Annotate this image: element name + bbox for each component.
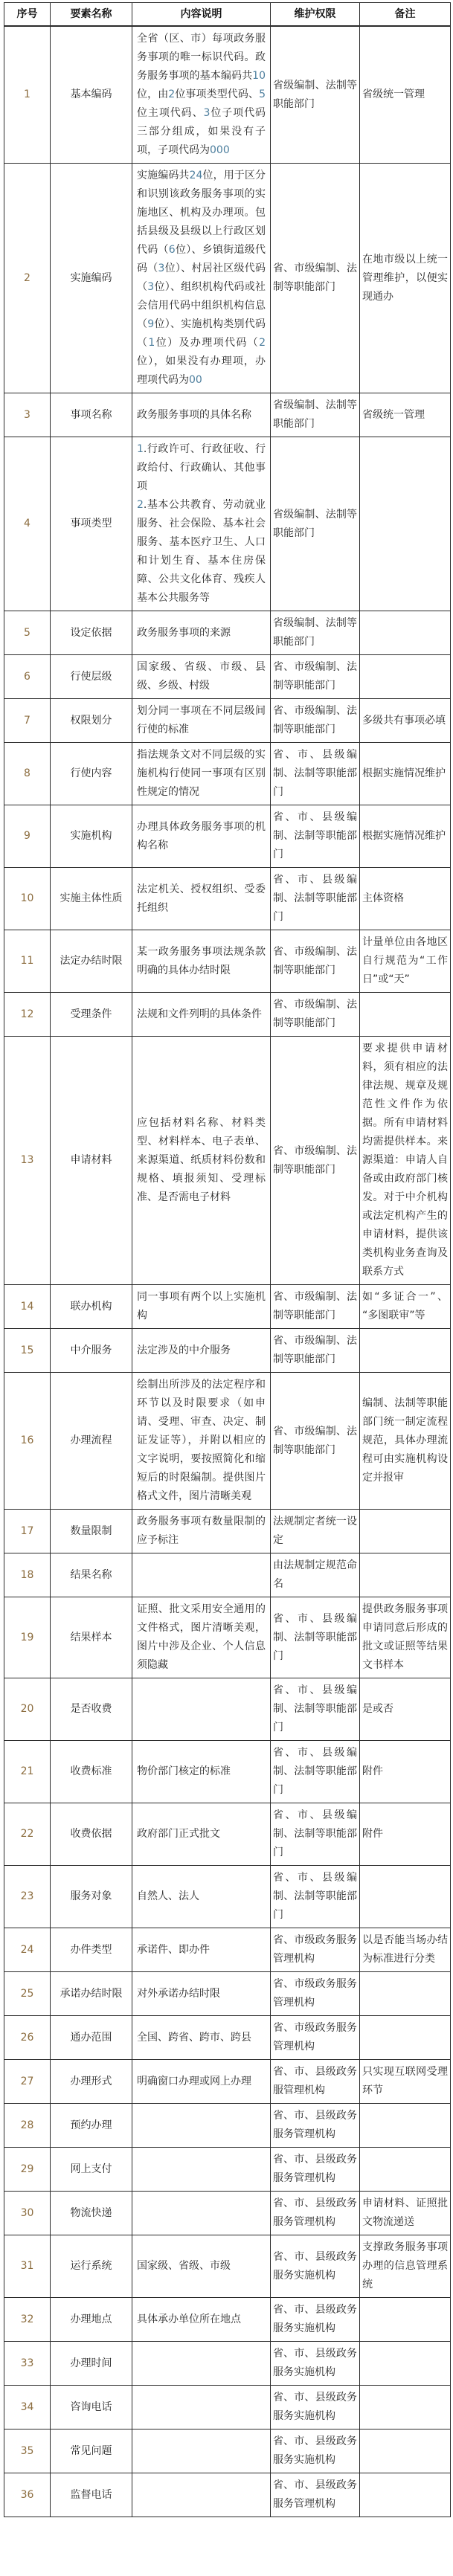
inline-number: 14	[20, 1300, 34, 1313]
remark: 省级统一管理	[360, 393, 451, 437]
remark: 计量单位由各地区自行规范为“工作日”或“天”	[360, 930, 451, 993]
inline-number: 4	[24, 518, 30, 529]
remark: 是或否	[360, 1678, 451, 1741]
maintenance-authority: 省、市级编制、法制等职能部门	[271, 1037, 360, 1285]
maintenance-authority: 省、市级编制、法制等职能部门	[271, 655, 360, 699]
row-serial	[4, 699, 51, 743]
content-description: 绘制出所涉及的法定程序和环节以及时限要求（如申请、受理、审查、决定、制证发证等），并附以相应的文字说明，要按照简化和缩短后的时限编制。提供图片格式文件，图片清晰美观	[132, 1373, 271, 1510]
content-description: 承诺件、即办件	[132, 1928, 271, 1972]
remark	[360, 2298, 451, 2342]
content-description: 对外承诺办结时限	[132, 1972, 271, 2016]
inline-number: 2	[168, 88, 176, 100]
content-description: 物价部门核定的标准	[132, 1741, 271, 1803]
row-serial	[4, 2342, 51, 2386]
element-name: 权限划分	[51, 699, 132, 743]
remark	[360, 1553, 451, 1597]
maintenance-authority: 省、市、县级编制、法制等职能部门	[271, 1866, 360, 1928]
table-row	[4, 393, 451, 437]
table-row	[4, 743, 451, 805]
maintenance-authority: 省、市、县级编制、法制等职能部门	[271, 1741, 360, 1803]
element-name: 服务对象	[51, 1866, 132, 1928]
row-serial	[4, 2192, 51, 2235]
content-description: 政务服务事项的来源	[132, 611, 271, 655]
content-description: 证照、批文采用安全通用的文件格式，图片清晰美观，图片中涉及企业、个人信息须隐藏	[132, 1597, 271, 1678]
remark: 根据实施情况维护	[360, 805, 451, 868]
maintenance-authority: 省、市、县级编制、法制等职能部门	[271, 743, 360, 805]
element-name: 实施编码	[51, 164, 132, 393]
element-name: 事项名称	[51, 393, 132, 437]
content-description: 实施编码共24位，用于区分和识别该政务服务事项的实施地区、机构及办理项。包括县级及县级以上行政区划代码（6位）、乡镇街道级代码（3位）、村居社区级代码（3位）、组织机构代码或社会信用代码中组织机构信息（9位）、实施机构类别代码（1位）及办理项代码（2位），如果没有办理项，办理项代码为00	[132, 164, 271, 393]
table-row	[4, 437, 451, 611]
inline-number: 2	[259, 337, 266, 349]
remark	[360, 2342, 451, 2386]
element-name: 收费标准	[51, 1741, 132, 1803]
inline-number: 5	[24, 626, 30, 639]
remark	[360, 2104, 451, 2148]
remark	[360, 1866, 451, 1928]
remark: 根据实施情况维护	[360, 743, 451, 805]
inline-number: 5	[259, 88, 266, 100]
inline-number: 1	[137, 443, 144, 455]
content-description: 指法规条文对不同层级的实施机构行使同一事项有区别性规定的情况	[132, 743, 271, 805]
maintenance-authority: 省、市级编制、法制等职能部门	[271, 1373, 360, 1510]
element-name: 监督电话	[51, 2473, 132, 2517]
inline-number: 27	[20, 2075, 34, 2087]
content-description: 国家级、省级、市级、县级、乡级、村级	[132, 655, 271, 699]
element-name: 办理时间	[51, 2342, 132, 2386]
remark: 提供政务服务事项申请同意后形成的批文或证照等结果文书样本	[360, 1597, 451, 1678]
maintenance-authority: 省、市级编制、法制等职能部门	[271, 699, 360, 743]
inline-number: 35	[20, 2444, 34, 2457]
table-row	[4, 2235, 451, 2298]
content-description	[132, 1678, 271, 1741]
maintenance-authority: 省、市、县级政务服管理机构	[271, 2060, 360, 2104]
inline-number: 36	[20, 2488, 34, 2501]
maintenance-authority: 省、市、县级政务服务实施机构	[271, 2298, 360, 2342]
content-description: 法定涉及的中介服务	[132, 1329, 271, 1373]
inline-number: 6	[168, 244, 176, 256]
element-name: 行使内容	[51, 743, 132, 805]
column-header-description: 内容说明	[132, 3, 271, 27]
content-description	[132, 2192, 271, 2235]
element-name: 事项类型	[51, 437, 132, 611]
row-serial	[4, 655, 51, 699]
inline-number: 24	[189, 170, 203, 181]
element-name: 法定办结时限	[51, 930, 132, 993]
row-serial	[4, 1972, 51, 2016]
content-description: 自然人、法人	[132, 1866, 271, 1928]
inline-number: 3	[24, 408, 30, 421]
inline-number: 26	[20, 2031, 34, 2044]
row-serial	[4, 993, 51, 1037]
inline-number: 000	[210, 144, 230, 156]
remark: 附件	[360, 1803, 451, 1866]
element-name: 申请材料	[51, 1037, 132, 1285]
maintenance-authority: 省、市、县级政务服务管理机构	[271, 2104, 360, 2148]
inline-number: 3	[158, 263, 165, 274]
inline-number: 10	[252, 70, 266, 82]
table-row	[4, 1928, 451, 1972]
element-name: 实施主体性质	[51, 868, 132, 930]
content-description: 国家级、省级、市级	[132, 2235, 271, 2298]
table-row	[4, 2473, 451, 2517]
inline-number: 28	[20, 2119, 34, 2131]
inline-number: 21	[20, 1765, 34, 1777]
inline-number: 33	[20, 2357, 34, 2369]
inline-number: 9	[147, 318, 155, 330]
content-description: 1.行政许可、行政征收、行政给付、行政确认、其他事项 2.基本公共教育、劳动就业服务、社会保险、基本社会服务、基本医疗卫生、人口和计划生育、基本住房保障、公共文化体育、残疾人基本公共服务等	[132, 437, 271, 611]
remark	[360, 1510, 451, 1553]
remark: 如“多证合一”、“多图联审”等	[360, 1285, 451, 1329]
content-description: 全省（区、市）每项政务服务事项的唯一标识代码。政务服务事项的基本编码共10位，由2位事项类型代码、5位主项代码、3位子项代码三部分组成，如果没有子项，子项代码为000	[132, 26, 271, 164]
content-description: 政务服务事项的具体名称	[132, 393, 271, 437]
element-name: 收费依据	[51, 1803, 132, 1866]
row-serial	[4, 743, 51, 805]
element-name: 结果名称	[51, 1553, 132, 1597]
content-description	[132, 2473, 271, 2517]
table-row	[4, 1972, 451, 2016]
remark	[360, 2473, 451, 2517]
element-name: 结果样本	[51, 1597, 132, 1678]
maintenance-authority: 省、市、县级政务服务实施机构	[271, 2235, 360, 2298]
table-row	[4, 2060, 451, 2104]
maintenance-authority: 省、市、县级政务服务管理机构	[271, 2473, 360, 2517]
table-row	[4, 1741, 451, 1803]
remark	[360, 993, 451, 1037]
table-row	[4, 2104, 451, 2148]
content-description	[132, 1553, 271, 1597]
element-name: 通办范围	[51, 2016, 132, 2060]
inline-number: 12	[20, 1008, 34, 1020]
content-description: 政务服务事项有数量限制的应予标注	[132, 1510, 271, 1553]
row-serial	[4, 2148, 51, 2192]
element-name: 联办机构	[51, 1285, 132, 1329]
content-description: 某一政务服务事项法规条款明确的具体办结时限	[132, 930, 271, 993]
remark	[360, 2148, 451, 2192]
element-name: 预约办理	[51, 2104, 132, 2148]
table-row	[4, 2016, 451, 2060]
inline-number: 2	[24, 271, 30, 284]
table-row	[4, 805, 451, 868]
maintenance-authority: 省、市级政务服务管理机构	[271, 1928, 360, 1972]
inline-number: 6	[24, 670, 30, 683]
maintenance-authority: 省、市级编制、法制等职能部门	[271, 993, 360, 1037]
maintenance-authority: 省、市级政务服务管理机构	[271, 2016, 360, 2060]
content-description: 法定机关、授权组织、受委托组织	[132, 868, 271, 930]
maintenance-authority: 省级编制、法制等职能部门	[271, 393, 360, 437]
maintenance-authority: 省、市、县级编制、法制等职能部门	[271, 805, 360, 868]
element-name: 办理流程	[51, 1373, 132, 1510]
row-serial	[4, 164, 51, 393]
element-name: 物流快递	[51, 2192, 132, 2235]
remark: 要求提供申请材料，须有相应的法律法规、规章及规范性文件作为依据。所有申请材料均需提供样本。来源渠道：申请人自备或由政府部门核发。对于中介机构或法定机构产生的申请材料，提供该类机构业务查询及联系方式	[360, 1037, 451, 1285]
maintenance-authority: 省、市、县级政务服务管理机构	[271, 2148, 360, 2192]
maintenance-authority: 省、市级编制、法制等职能部门	[271, 1285, 360, 1329]
element-name: 办件类型	[51, 1928, 132, 1972]
remark	[360, 1329, 451, 1373]
element-name: 承诺办结时限	[51, 1972, 132, 2016]
element-name: 中介服务	[51, 1329, 132, 1373]
column-header-element: 要素名称	[51, 3, 132, 27]
inline-number: 7	[24, 714, 30, 727]
row-serial	[4, 2386, 51, 2430]
element-name: 受理条件	[51, 993, 132, 1037]
content-description: 法规和文件列明的具体条件	[132, 993, 271, 1037]
inline-number: 8	[24, 767, 30, 779]
maintenance-authority: 省、市、县级政务服务管理机构	[271, 2192, 360, 2235]
table-row	[4, 1803, 451, 1866]
row-serial	[4, 2104, 51, 2148]
table-row	[4, 2342, 451, 2386]
service-elements-table	[4, 2, 451, 2517]
table-row	[4, 611, 451, 655]
inline-number: 11	[20, 955, 34, 967]
element-name: 运行系统	[51, 2235, 132, 2298]
inline-number: 1	[24, 88, 30, 100]
inline-number: 31	[20, 2260, 34, 2272]
remark	[360, 2386, 451, 2430]
inline-number: 24	[20, 1943, 34, 1956]
inline-number: 9	[24, 830, 30, 842]
content-description	[132, 2430, 271, 2473]
row-serial	[4, 1373, 51, 1510]
maintenance-authority: 省、市级编制、法制等职能部门	[271, 164, 360, 393]
table-row	[4, 1553, 451, 1597]
inline-number: 17	[20, 1524, 34, 1537]
inline-number: 13	[20, 1154, 34, 1166]
table-row	[4, 2430, 451, 2473]
maintenance-authority: 省、市级政务服务管理机构	[271, 1972, 360, 2016]
inline-number: 10	[20, 892, 34, 904]
element-name: 设定依据	[51, 611, 132, 655]
inline-number: 23	[20, 1890, 34, 1902]
remark: 只实现互联网受理环节	[360, 2060, 451, 2104]
maintenance-authority: 省、市、县级政务服务实施机构	[271, 2430, 360, 2473]
remark	[360, 2016, 451, 2060]
inline-number: 18	[20, 1568, 34, 1581]
row-serial	[4, 2060, 51, 2104]
remark: 以是否能当场办结为标准进行分类	[360, 1928, 451, 1972]
remark: 多级共有事项必填	[360, 699, 451, 743]
column-header-remark: 备注	[360, 3, 451, 27]
inline-number: 00	[189, 374, 202, 386]
inline-number: 3	[203, 107, 211, 119]
content-description: 政府部门正式批文	[132, 1803, 271, 1866]
table-row	[4, 1510, 451, 1553]
maintenance-authority: 省、市、县级编制、法制等职能部门	[271, 868, 360, 930]
table-row	[4, 1597, 451, 1678]
inline-number: 16	[20, 1434, 34, 1446]
row-serial	[4, 1285, 51, 1329]
element-name: 办理地点	[51, 2298, 132, 2342]
maintenance-authority: 省、市、县级政务服务实施机构	[271, 2342, 360, 2386]
table-row	[4, 2298, 451, 2342]
inline-number: 32	[20, 2313, 34, 2325]
row-serial	[4, 868, 51, 930]
element-name: 行使层级	[51, 655, 132, 699]
remark	[360, 611, 451, 655]
maintenance-authority: 省级编制、法制等职能部门	[271, 437, 360, 611]
table-row	[4, 699, 451, 743]
element-name: 数量限制	[51, 1510, 132, 1553]
content-description: 办理具体政务服务事项的机构名称	[132, 805, 271, 868]
maintenance-authority: 省、市、县级编制、法制等职能部门	[271, 1678, 360, 1741]
row-serial	[4, 2235, 51, 2298]
inline-number: 19	[20, 1631, 34, 1643]
remark: 在地市级以上统一管理维护，以便实现通办	[360, 164, 451, 393]
content-description	[132, 2148, 271, 2192]
remark: 编制、法制等职能部门统一制定流程规范，具体办理流程可由实施机构设定并报审	[360, 1373, 451, 1510]
row-serial	[4, 1553, 51, 1597]
remark: 省级统一管理	[360, 26, 451, 164]
column-header-authority: 维护权限	[271, 3, 360, 27]
content-description: 全国、跨省、跨市、跨县	[132, 2016, 271, 2060]
row-serial	[4, 1803, 51, 1866]
content-description	[132, 2342, 271, 2386]
content-description: 明确窗口办理或网上办理	[132, 2060, 271, 2104]
table-row	[4, 2386, 451, 2430]
row-serial	[4, 393, 51, 437]
remark: 支撑政务服务事项办理的信息管理系统	[360, 2235, 451, 2298]
inline-number: 1	[148, 337, 155, 349]
content-description	[132, 2104, 271, 2148]
element-name: 常见问题	[51, 2430, 132, 2473]
inline-number: 20	[20, 1703, 34, 1715]
maintenance-authority: 省、市级编制、法制等职能部门	[271, 930, 360, 993]
element-name: 基本编码	[51, 26, 132, 164]
inline-number: 29	[20, 2163, 34, 2175]
row-serial	[4, 2016, 51, 2060]
row-serial	[4, 2298, 51, 2342]
inline-number: 2	[137, 499, 144, 511]
inline-number: 15	[20, 1344, 34, 1356]
table-row	[4, 2148, 451, 2192]
maintenance-authority: 省级编制、法制等职能部门	[271, 611, 360, 655]
table-row	[4, 1866, 451, 1928]
inline-number: 25	[20, 1987, 34, 2000]
maintenance-authority: 省级编制、法制等职能部门	[271, 26, 360, 164]
element-name: 办理形式	[51, 2060, 132, 2104]
remark	[360, 2430, 451, 2473]
content-description: 划分同一事项在不同层级间行使的标准	[132, 699, 271, 743]
table-row	[4, 1373, 451, 1510]
column-header-serial: 序号	[4, 3, 51, 27]
content-description: 具体承办单位所在地点	[132, 2298, 271, 2342]
content-description: 应包括材料名称、材料类型、材料样本、电子表单、来源渠道、纸质材料份数和规格、填报须知、受理标准、是否需电子材料	[132, 1037, 271, 1285]
row-serial	[4, 1597, 51, 1678]
row-serial	[4, 1037, 51, 1285]
table-row	[4, 1037, 451, 1285]
table-row	[4, 1678, 451, 1741]
remark: 附件	[360, 1741, 451, 1803]
maintenance-authority: 法规制定者统一设定	[271, 1510, 360, 1553]
row-serial	[4, 1928, 51, 1972]
row-serial	[4, 26, 51, 164]
element-name: 咨询电话	[51, 2386, 132, 2430]
element-name: 实施机构	[51, 805, 132, 868]
row-serial	[4, 1510, 51, 1553]
remark: 申请材料、证照批文物流递送	[360, 2192, 451, 2235]
table-body	[4, 26, 451, 2517]
remark: 主体资格	[360, 868, 451, 930]
inline-number: 34	[20, 2400, 34, 2413]
maintenance-authority: 省、市、县级编制、法制等职能部门	[271, 1803, 360, 1866]
table-row	[4, 993, 451, 1037]
table-row	[4, 930, 451, 993]
maintenance-authority: 省、市、县级政务服务实施机构	[271, 2386, 360, 2430]
remark	[360, 1972, 451, 2016]
inline-number: 30	[20, 2206, 34, 2219]
row-serial	[4, 437, 51, 611]
maintenance-authority: 由法规制定规范命名	[271, 1553, 360, 1597]
row-serial	[4, 930, 51, 993]
row-serial	[4, 611, 51, 655]
row-serial	[4, 1329, 51, 1373]
table-row	[4, 1285, 451, 1329]
table-row	[4, 655, 451, 699]
table-row	[4, 868, 451, 930]
row-serial	[4, 805, 51, 868]
content-description	[132, 2386, 271, 2430]
row-serial	[4, 2473, 51, 2517]
element-name: 网上支付	[51, 2148, 132, 2192]
table-row	[4, 164, 451, 393]
remark	[360, 655, 451, 699]
table-header-row	[4, 3, 451, 27]
row-serial	[4, 2430, 51, 2473]
table-row	[4, 2192, 451, 2235]
maintenance-authority: 省、市、县级编制、法制等职能部门	[271, 1597, 360, 1678]
row-serial	[4, 1866, 51, 1928]
table-row	[4, 1329, 451, 1373]
element-name: 是否收费	[51, 1678, 132, 1741]
content-description: 同一事项有两个以上实施机构	[132, 1285, 271, 1329]
row-serial	[4, 1741, 51, 1803]
inline-number: 3	[147, 281, 155, 293]
remark	[360, 437, 451, 611]
table-row	[4, 26, 451, 164]
maintenance-authority: 省、市级编制、法制等职能部门	[271, 1329, 360, 1373]
inline-number: 22	[20, 1828, 34, 1840]
row-serial	[4, 1678, 51, 1741]
